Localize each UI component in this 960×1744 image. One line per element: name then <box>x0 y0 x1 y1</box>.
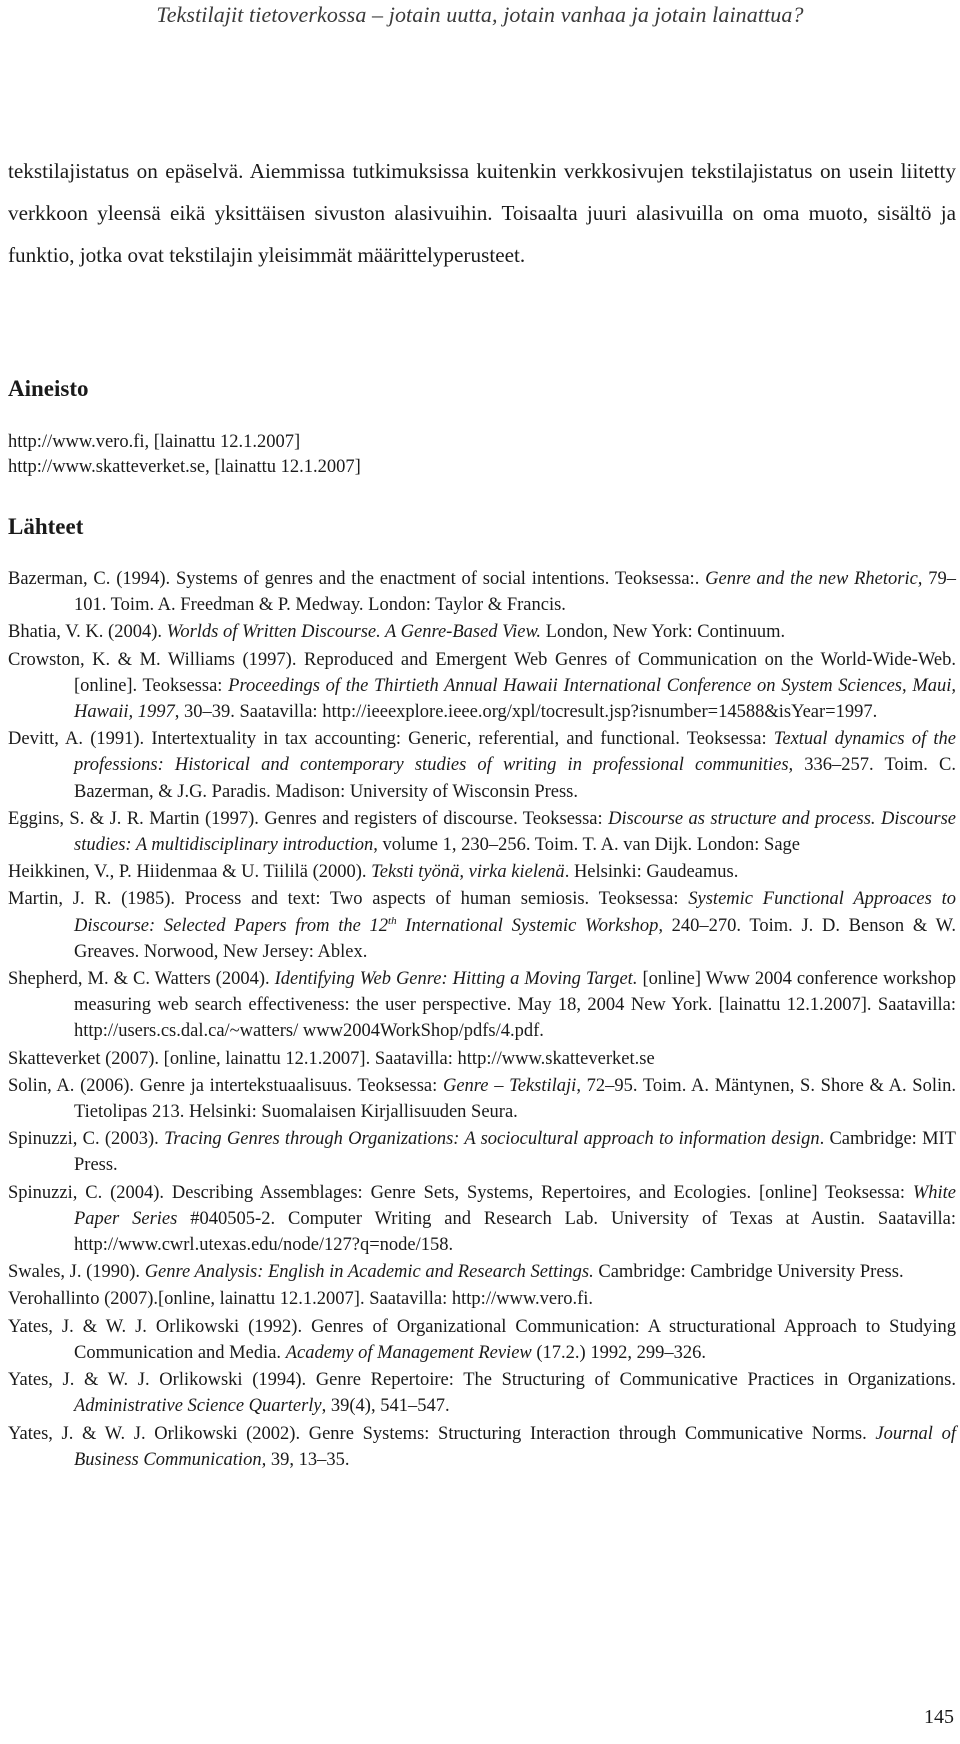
reference-item <box>8 1046 956 1072</box>
reference-text: , 39(4), 541–547. <box>321 1396 450 1417</box>
reference-list <box>8 566 956 1474</box>
section-heading-lahteet: Lähteet <box>8 514 84 539</box>
reference-item <box>8 1126 956 1178</box>
reference-text: Verohallinto (2007).[online, lainattu 12.1.2007]. Saatavilla: http://www.vero.fi. <box>8 1289 594 1310</box>
reference-text: , volume 1, 230–256. Toim. T. A. van Dijk. London: Sage <box>373 835 801 856</box>
section-heading-aineisto: Aineisto <box>8 376 89 401</box>
reference-item <box>8 1073 956 1125</box>
reference-text: . Helsinki: Gaudeamus. <box>564 862 739 883</box>
reference-text: , <box>902 675 913 696</box>
aineisto-list <box>8 430 361 479</box>
reference-text: Solin, A. (2006). Genre ja intertekstuaalisuus. Teoksessa: <box>8 1075 443 1096</box>
reference-text: Yates, J. & W. J. Orlikowski (1992). Genres of Organizational Communication: A structurational Approach to Studying Communication and Media. <box>8 1316 956 1363</box>
reference-title: Genre and the new Rhetoric, <box>705 569 923 589</box>
reference-text: Crowston, K. & M. Williams (1997). Reproduced and Emergent Web Genres of Communication on the World-Wide-Web. [online]. Teoksessa: <box>8 649 956 696</box>
reference-text: Bazerman, C. (1994). Systems of genres and the enactment of social intentions. Teoksessa:. <box>8 569 706 589</box>
reference-item <box>8 1421 956 1473</box>
reference-text: Bhatia, V. K. (2004). <box>8 622 167 643</box>
reference-text: Cambridge: Cambridge University Press. <box>593 1262 904 1283</box>
reference-text: 79–101. Toim. A. Freedman & P. Medway. London: Taylor & Francis. <box>74 569 956 616</box>
reference-title: Textual dynamics of the professions: Historical and contemporary studies of writing in professional communities, <box>74 729 956 776</box>
reference-item <box>8 1180 956 1259</box>
reference-title: Maui, Hawaii, 1997 <box>74 675 957 723</box>
reference-text: London, New York: Continuum. <box>541 622 786 643</box>
reference-title: Academy of Management Review <box>285 1342 532 1363</box>
reference-item <box>8 806 956 858</box>
reference-title: Systemic Functional Approaces to Discourse: Selected Papers from the 12 <box>74 889 956 936</box>
reference-text: Spinuzzi, C. (2004). Describing Assemblages: Genre Sets, Systems, Repertoires, and Ecologies. [online] Teoksessa: <box>8 1182 913 1203</box>
reference-title: Identifying Web Genre: Hitting a Moving Target. <box>274 969 638 990</box>
reference-text: Martin, J. R. (1985). Process and text: Two aspects of human semiosis. Teoksessa: <box>8 889 689 910</box>
reference-item <box>8 726 956 805</box>
aineisto-item: http://www.vero.fi, [lainattu 12.1.2007] <box>8 432 301 452</box>
reference-title: Worlds of Written Discourse. A Genre-Based View. <box>166 622 542 643</box>
reference-item <box>8 886 956 965</box>
reference-text: Skatteverket (2007). [online, lainattu 12.1.2007]. Saatavilla: http://www.skatteverket.se <box>8 1048 655 1069</box>
reference-text: #040505-2. Computer Writing and Research Lab. University of Texas at Austin. Saatavilla: http://www.cwrl.utexas.edu/node/127?q=node/158. <box>74 1208 956 1256</box>
reference-title: Discourse as structure and process. Discourse studies: A multidisciplinary introduction <box>74 808 956 856</box>
reference-title: Journal of Business Communication, <box>74 1423 956 1470</box>
reference-text: Spinuzzi, C. (2003). <box>8 1129 165 1150</box>
reference-item <box>8 619 956 645</box>
reference-item <box>8 1286 956 1312</box>
reference-item <box>8 566 956 618</box>
aineisto-item: http://www.skatteverket.se, [lainattu 12.1.2007] <box>8 456 361 477</box>
reference-title: Genre – Tekstilaji <box>442 1075 577 1096</box>
reference-text: 336–257. Toim. C. Bazerman, & J.G. Paradis. Madison: University of Wisconsin Press. <box>74 755 956 802</box>
reference-text: , 30–39. Saatavilla: http://ieeexplore.ieee.org/xpl/tocresult.jsp?isnumber=14588&isYear=1997. <box>174 702 878 723</box>
reference-text: Yates, J. & W. J. Orlikowski (1994). Genre Repertoire: The Structuring of Communicative Practices in Organizations. <box>8 1370 956 1391</box>
reference-title: Administrative Science Quarterly <box>74 1396 322 1417</box>
reference-text: Heikkinen, V., P. Hiidenmaa & U. Tiililä (2000). <box>8 862 372 883</box>
reference-text: 240–270. Toim. J. D. Benson & W. Greaves. Norwood, New Jersey: Ablex. <box>74 915 956 962</box>
reference-text: [online] Www 2004 conference workshop measuring web search effectiveness: the user perspective. May 18, 2004 New York. [lainattu 12.1.2007]. Saatavilla: http://users.cs.dal.ca/~watters/ www2004WorkShop/pdfs/4.pdf. <box>74 969 956 1042</box>
reference-title: White Paper Series <box>74 1182 956 1229</box>
reference-item <box>8 859 956 885</box>
reference-text: Devitt, A. (1991). Intertextuality in tax accounting: Generic, referential, and functional. Teoksessa: <box>8 729 774 750</box>
reference-text: Eggins, S. & J. R. Martin (1997). Genres and registers of discourse. Teoksessa: <box>8 808 609 829</box>
reference-item <box>8 647 956 726</box>
reference-title: Teksti työnä, virka kielenä <box>371 862 565 883</box>
reference-item <box>8 1367 956 1419</box>
reference-title: Tracing Genres through Organizations: A sociocultural approach to information design <box>164 1129 820 1150</box>
reference-text: Yates, J. & W. J. Orlikowski (2002). Genre Systems: Structuring Interaction through Communicative Norms. <box>8 1423 876 1444</box>
page-number: 145 <box>924 1706 954 1728</box>
reference-item <box>8 1259 956 1285</box>
running-header: Tekstilajit tietoverkossa – jotain uutta, jotain vanhaa ja jotain lainattua? <box>156 2 804 27</box>
reference-text: Shepherd, M. & C. Watters (2004). <box>8 969 275 990</box>
reference-text: , 72–95. Toim. A. Mäntynen, S. Shore & A. Solin. Tietolipas 213. Helsinki: Suomalaisen Kirjallisuuden Seura. <box>74 1075 956 1123</box>
reference-text: Swales, J. (1990). <box>8 1262 145 1283</box>
reference-title: Genre Analysis: English in Academic and Research Settings. <box>144 1262 594 1283</box>
reference-title: International Systemic Workshop, <box>396 915 663 936</box>
reference-superscript: th <box>388 914 397 927</box>
reference-item <box>8 1314 956 1366</box>
intro-paragraph: tekstilajistatus on epäselvä. Aiemmissa tutkimuksissa kuitenkin verkkosivujen tekstilajistatus on usein liitetty verkkoon yleensä eikä yksittäisen sivuston alasivuihin. Toisaalta juuri alasivuilla on oma muoto, sisältö ja funktio, jotka ovat tekstilajin yleisimmät määrittelyperusteet. <box>8 159 956 267</box>
reference-text: (17.2.) 1992, 299–326. <box>531 1342 706 1363</box>
reference-text: . Cambridge: MIT Press. <box>74 1129 956 1176</box>
reference-item <box>8 966 956 1045</box>
reference-text: 39, 13–35. <box>266 1449 350 1470</box>
reference-title: Proceedings of the Thirtieth Annual Hawaii International Conference on System Sciences <box>228 675 902 696</box>
